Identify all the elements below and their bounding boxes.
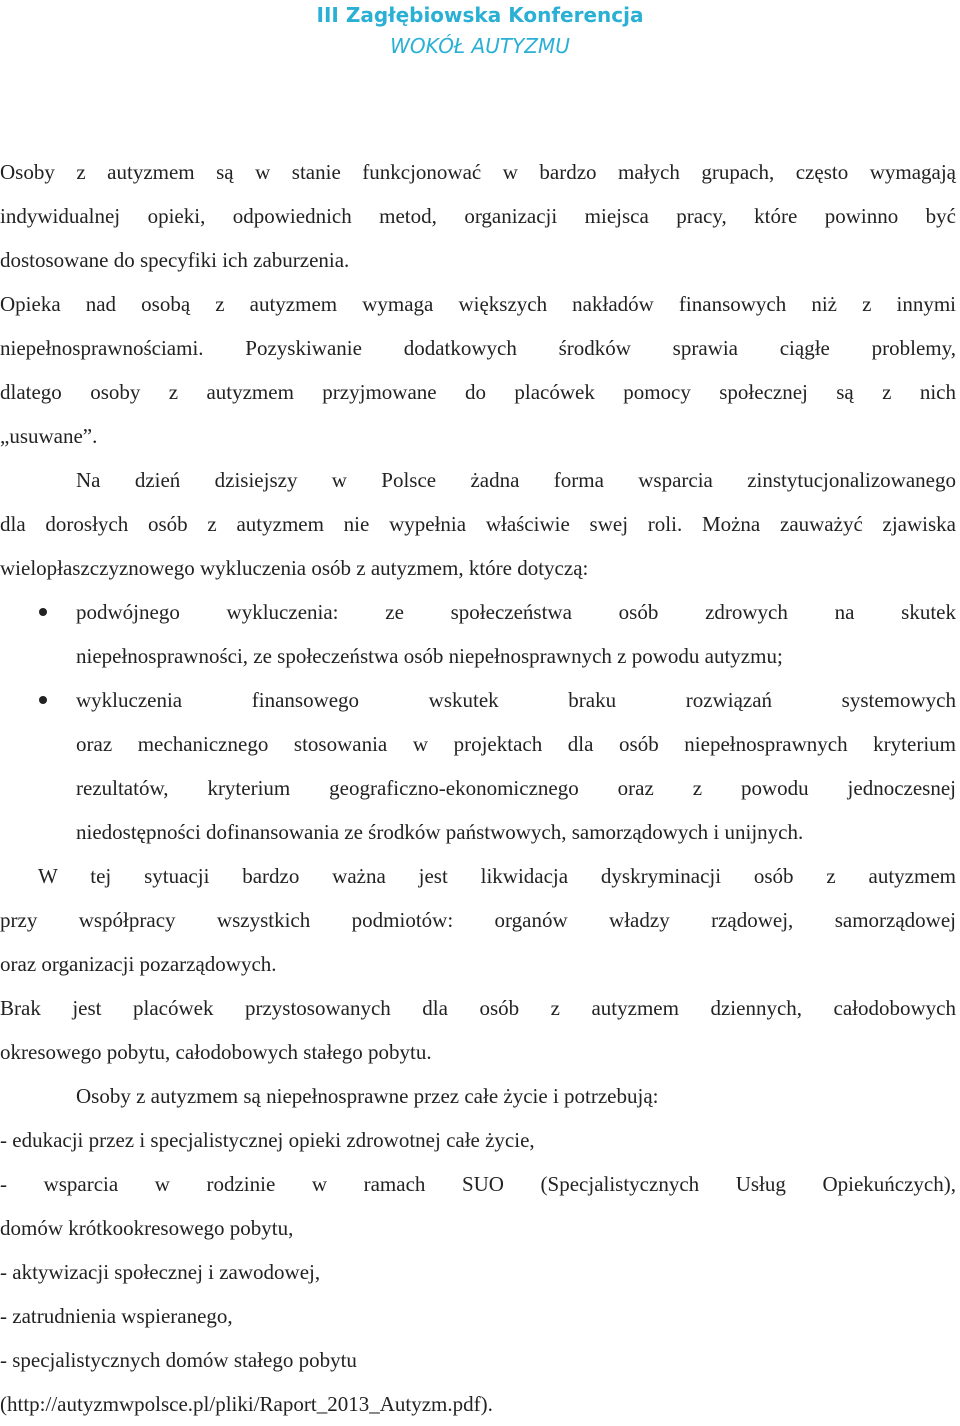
text-line: - zatrudnienia wspieranego, bbox=[0, 1304, 233, 1328]
text-line: przy współpracy wszystkich podmiotów: organów władzy rządowej, samorządowej bbox=[0, 908, 956, 932]
bullet-icon bbox=[39, 608, 47, 616]
text-line: - specjalistycznych domów stałego pobytu bbox=[0, 1348, 357, 1372]
bullet-item bbox=[0, 678, 956, 722]
source-link-line: (http://autyzmwpolsce.pl/pliki/Raport_2013_Autyzm.pdf). bbox=[0, 1392, 493, 1416]
text-line: dostosowane do specyfiki ich zaburzenia. bbox=[0, 248, 350, 272]
text-line: okresowego pobytu, całodobowych stałego pobytu. bbox=[0, 1040, 432, 1064]
text-line: niepełnosprawnościami. Pozyskiwanie dodatkowych środków sprawia ciągłe problemy, bbox=[0, 336, 956, 360]
text-line: „usuwane”. bbox=[0, 424, 98, 448]
text-line: domów krótkookresowego pobytu, bbox=[0, 1216, 294, 1240]
text-line: oraz mechanicznego stosowania w projektach dla osób niepełnosprawnych kryterium bbox=[76, 732, 956, 756]
text-line: indywidualnej opieki, odpowiednich metod, organizacji miejsca pracy, które powinno być bbox=[0, 204, 956, 228]
text-line: wykluczenia finansowego wskutek braku rozwiązań systemowych bbox=[76, 688, 956, 712]
text-line: - aktywizacji społecznej i zawodowej, bbox=[0, 1260, 321, 1284]
conference-title: III Zagłębiowska Konferencja bbox=[316, 3, 644, 27]
text-line: oraz organizacji pozarządowych. bbox=[0, 952, 277, 976]
text-line: Na dzień dzisiejszy w Polsce żadna forma wsparcia zinstytucjonalizowanego bbox=[76, 468, 956, 492]
text-line: Osoby z autyzmem są w stanie funkcjonować w bardzo małych grupach, często wymagają bbox=[0, 160, 956, 184]
bullet-icon bbox=[39, 696, 47, 704]
bullet-item bbox=[0, 590, 956, 634]
text-line: Opieka nad osobą z autyzmem wymaga większych nakładów finansowych niż z innymi bbox=[0, 292, 956, 316]
text-line: W tej sytuacji bardzo ważna jest likwidacja dyskryminacji osób z autyzmem bbox=[38, 864, 956, 888]
text-line: podwójnego wykluczenia: ze społeczeństwa osób zdrowych na skutek bbox=[76, 600, 956, 624]
document-body bbox=[0, 150, 956, 1426]
text-line: dlatego osoby z autyzmem przyjmowane do placówek pomocy społecznej są z nich bbox=[0, 380, 956, 404]
conference-subtitle: WOKÓŁ AUTYZMU bbox=[390, 34, 570, 58]
text-line: - wsparcia w rodzinie w ramach SUO (Specjalistycznych Usług Opiekuńczych), bbox=[0, 1172, 956, 1196]
text-line: niedostępności dofinansowania ze środków państwowych, samorządowych i unijnych. bbox=[76, 820, 804, 844]
text-line: - edukacji przez i specjalistycznej opieki zdrowotnej całe życie, bbox=[0, 1128, 535, 1152]
text-line: rezultatów, kryterium geograficzno-ekonomicznego oraz z powodu jednoczesnej bbox=[76, 776, 956, 800]
text-line: niepełnosprawności, ze społeczeństwa osób niepełnosprawnych z powodu autyzmu; bbox=[76, 644, 783, 668]
text-line: Osoby z autyzmem są niepełnosprawne przez całe życie i potrzebują: bbox=[76, 1084, 659, 1108]
text-line: dla dorosłych osób z autyzmem nie wypełnia właściwie swej roli. Można zauważyć zjawiska bbox=[0, 512, 956, 536]
text-line: Brak jest placówek przystosowanych dla osób z autyzmem dziennych, całodobowych bbox=[0, 996, 956, 1020]
text-line: wielopłaszczyznowego wykluczenia osób z autyzmem, które dotyczą: bbox=[0, 556, 589, 580]
